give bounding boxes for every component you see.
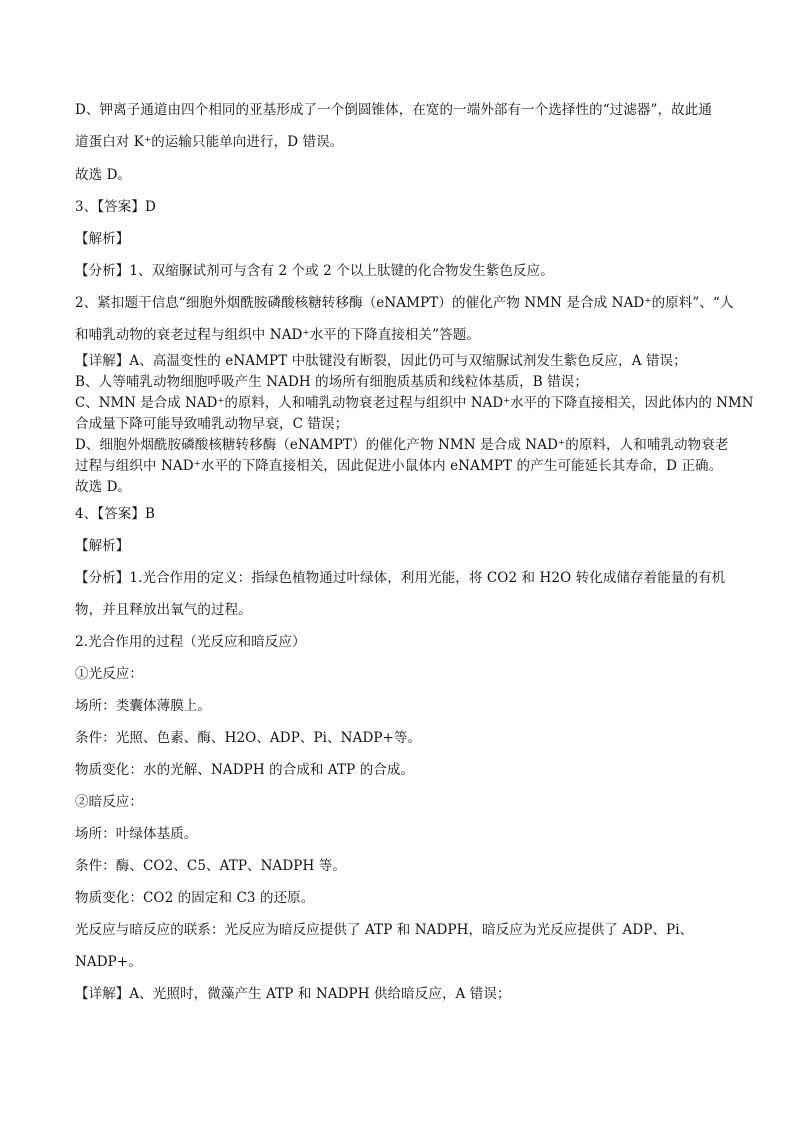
text-line: B、人等哺乳动物细胞呼吸产生 NADH 的场所有细胞质基质和线粒体基质，B 错误； [75, 374, 588, 390]
answer-heading: 4、【答案】B [75, 506, 155, 522]
text-line: 和哺乳动物的衰老过程与组织中 NAD⁺水平的下降直接相关”答题。 [75, 327, 480, 343]
analysis-heading: 【解析】 [75, 231, 130, 247]
text-line: ②暗反应： [75, 794, 143, 810]
text-line: 场所：类囊体薄膜上。 [75, 698, 211, 714]
text-line: 【详解】A、光照时，微藻产生 ATP 和 NADPH 供给暗反应，A 错误； [75, 986, 511, 1002]
text-line: D、细胞外烟酰胺磷酸核糖转移酶（eNAMPT）的催化产物 NMN 是合成 NAD⁺的原料，人和哺乳动物衰老 [75, 437, 729, 453]
text-line: 故选 D。 [75, 479, 132, 495]
text-line: 光反应与暗反应的联系：光反应为暗反应提供了 ATP 和 NADPH，暗反应为光反应提供了 ADP、Pi、 [75, 922, 694, 938]
text-line: D、钾离子通道由四个相同的亚基形成了一个倒圆锥体，在宽的一端外部有一个选择性的“过滤器”，故此通 [75, 102, 712, 118]
text-line: 【详解】A、高温变性的 eNAMPT 中肽键没有断裂，因此仍可与双缩脲试剂发生紫色反应，A 错误； [75, 353, 687, 369]
text-line: ①光反应： [75, 666, 143, 682]
text-line: 道蛋白对 K⁺的运输只能单向进行，D 错误。 [75, 134, 344, 150]
text-line: 合成量下降可能导致哺乳动物早衰，C 错误； [75, 416, 349, 432]
text-line: 2.光合作用的过程（光反应和暗反应） [75, 634, 306, 650]
text-line: 物质变化：水的光解、NADPH 的合成和 ATP 的合成。 [75, 762, 415, 778]
answer-heading: 3、【答案】D [75, 199, 156, 215]
text-line: 2、紧扣题干信息“细胞外烟酰胺磷酸核糖转移酶（eNAMPT）的催化产物 NMN 是合成 NAD⁺的原料”、“人 [75, 295, 734, 311]
analysis-heading: 【解析】 [75, 538, 130, 554]
text-line: 故选 D。 [75, 167, 132, 183]
text-line: 【分析】1、双缩脲试剂可与含有 2 个或 2 个以上肽键的化合物发生紫色反应。 [75, 263, 554, 279]
text-line: 条件：光照、色素、酶、H2O、ADP、Pi、NADP+等。 [75, 730, 422, 746]
text-line: C、NMN 是合成 NAD⁺的原料，人和哺乳动物衰老过程与组织中 NAD⁺水平的下降直接相关，因此体内的 NMN [75, 395, 754, 411]
text-line: 物，并且释放出氧气的过程。 [75, 602, 252, 618]
text-line: 场所：叶绿体基质。 [75, 826, 198, 842]
text-line: 【分析】1.光合作用的定义：指绿色植物通过叶绿体，利用光能，将 CO2 和 H2O 转化成储存着能量的有机 [75, 570, 726, 586]
text-line: 过程与组织中 NAD⁺水平的下降直接相关，因此促进小鼠体内 eNAMPT 的产生可能延长其寿命，D 正确。 [75, 458, 723, 474]
text-line: NADP+。 [75, 954, 142, 970]
text-line: 物质变化：CO2 的固定和 C3 的还原。 [75, 890, 315, 906]
text-line: 条件：酶、CO2、C5、ATP、NADPH 等。 [75, 858, 346, 874]
